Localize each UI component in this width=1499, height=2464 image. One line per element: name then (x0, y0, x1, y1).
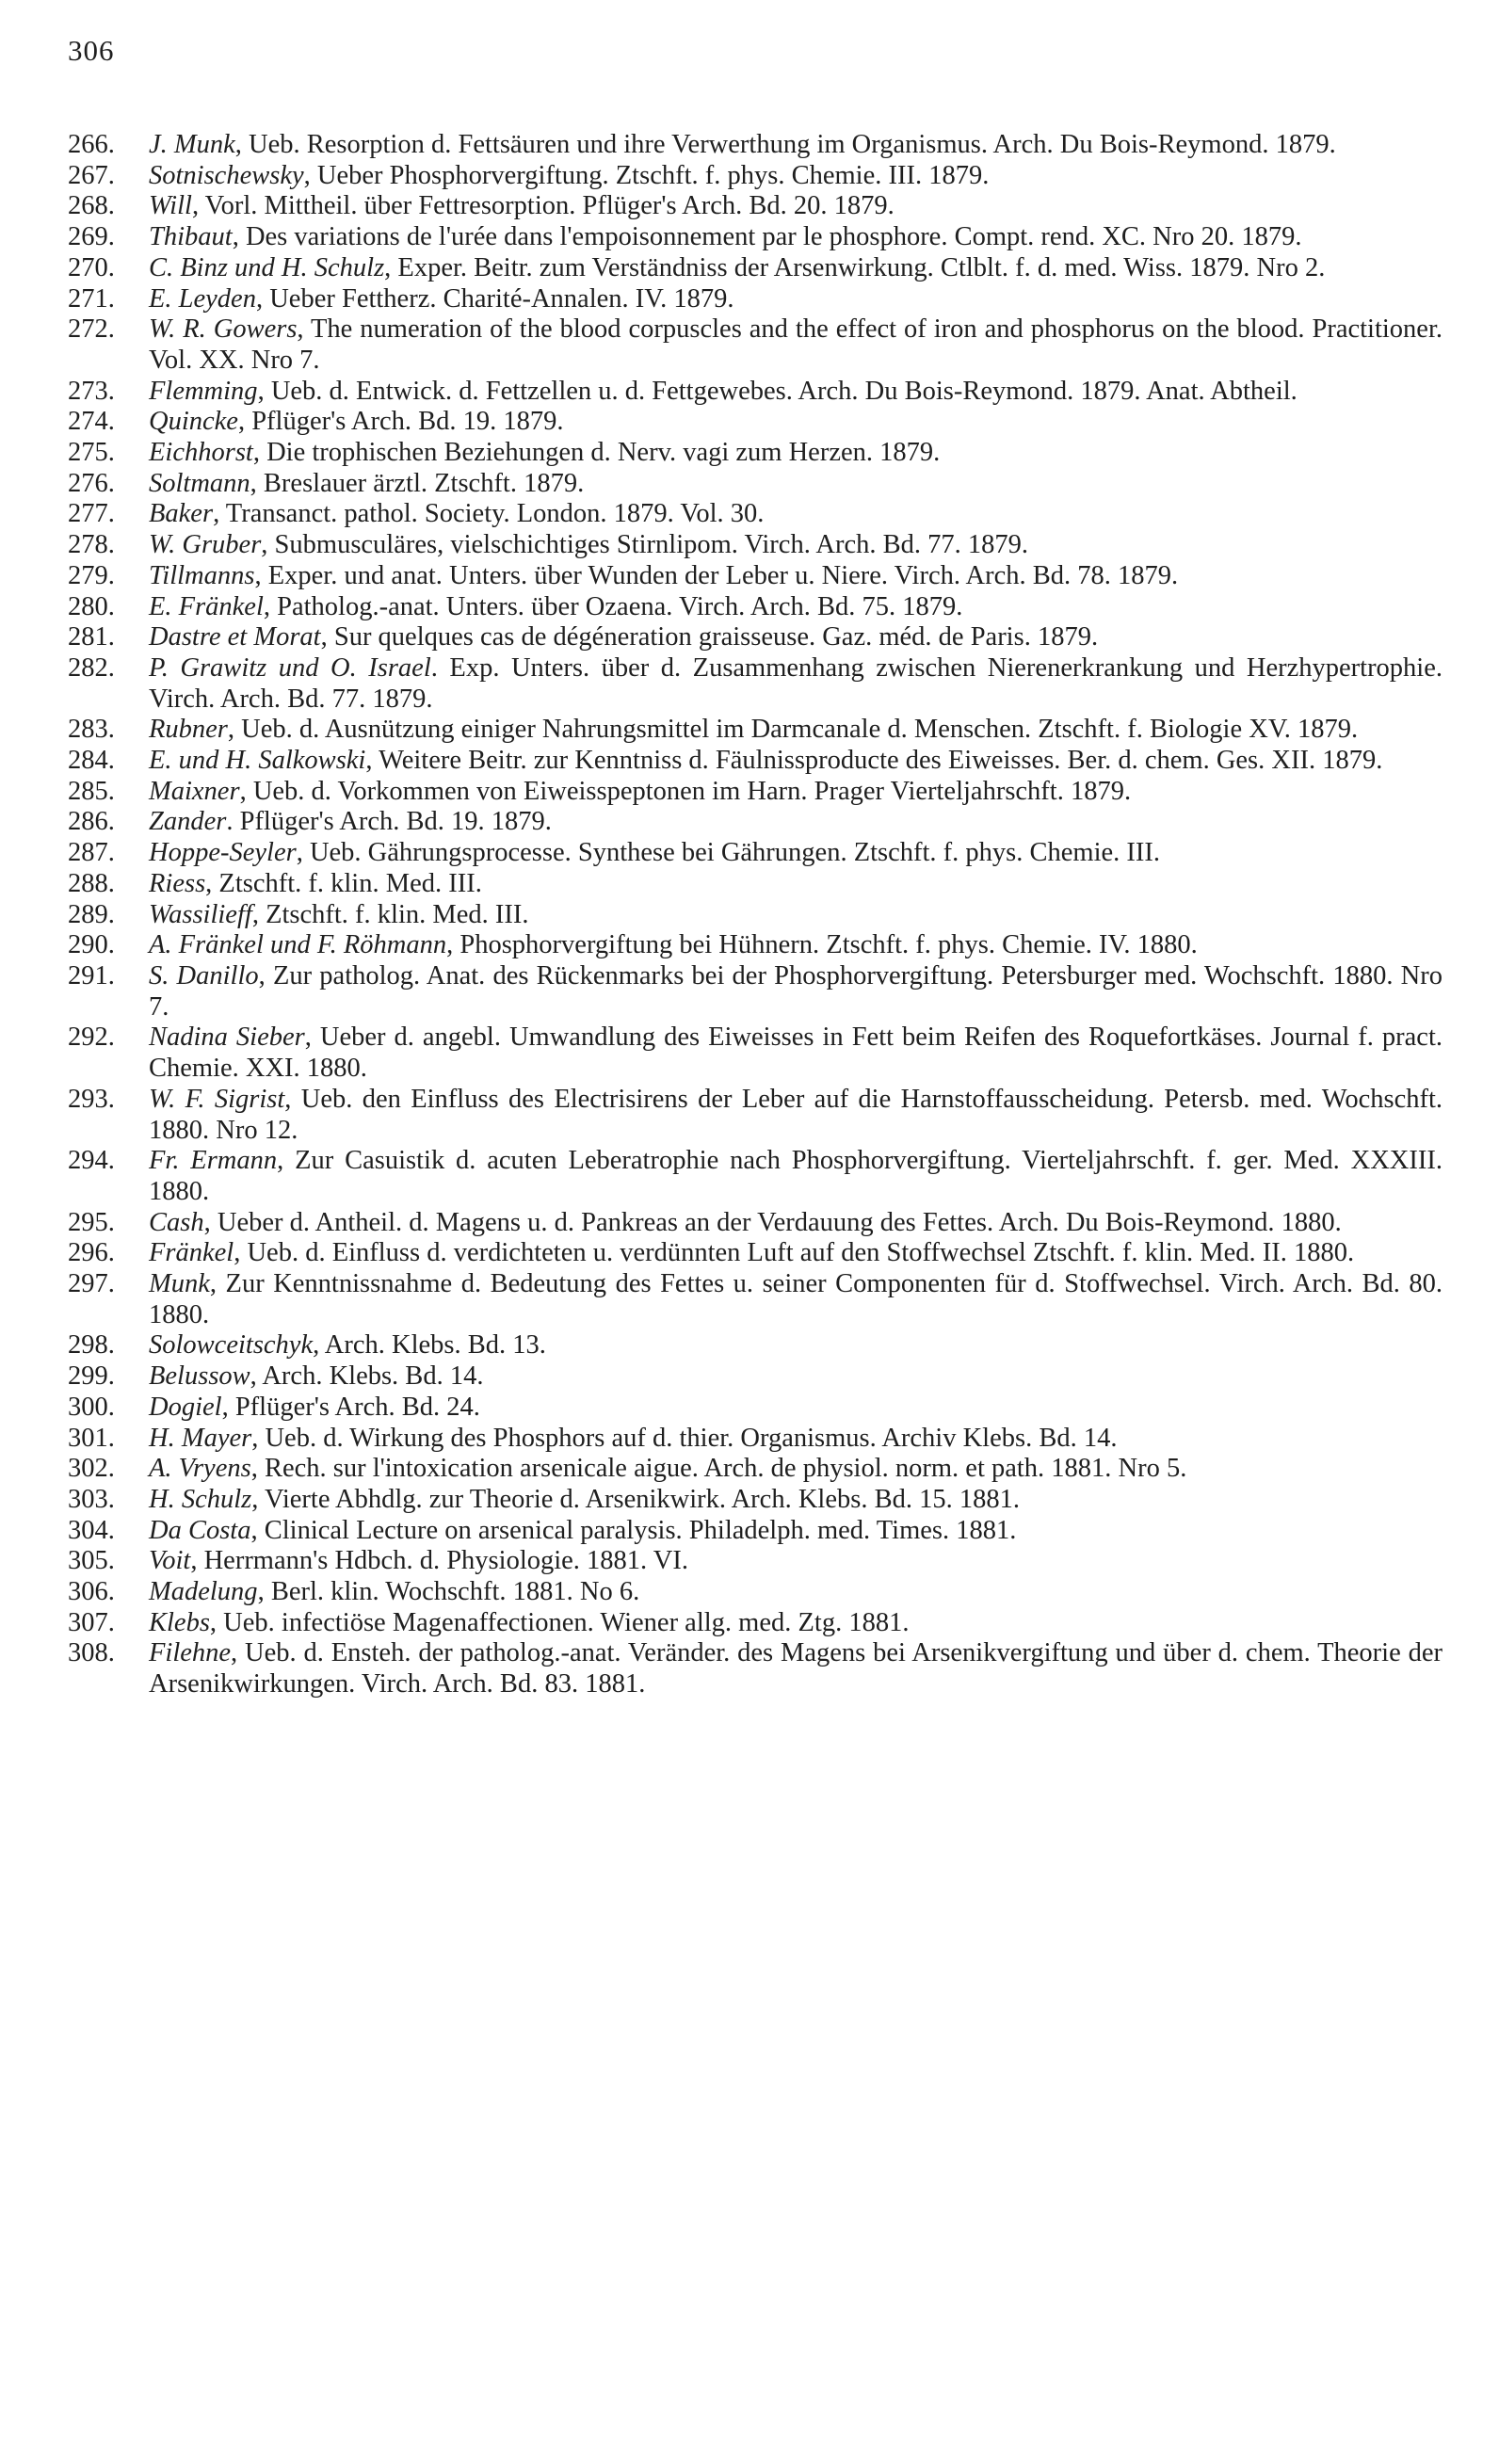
reference-number: 285. (68, 776, 115, 806)
reference-text (149, 592, 1443, 623)
reference-number: 268. (68, 191, 115, 221)
reference-citation: , Ueb. d. Ensteh. der patholog.-anat. Veränder. des Magens bei Arsenikvergiftung und über d. chem. Theorie der Arsenikwirkungen. Virch. Arch. Bd. 83. 1881. (149, 1638, 1443, 1699)
reference-author: Maixner (149, 776, 240, 806)
reference-entry (68, 622, 1443, 653)
reference-text (149, 930, 1443, 961)
reference-citation: , Ueber d. angebl. Umwandlung des Eiweisses in Fett beim Reifen des Roquefortkäses. Journal f. pract. Chemie. XXI. 1880. (149, 1023, 1443, 1084)
reference-number: 292. (68, 1023, 115, 1053)
reference-citation: , Rech. sur l'intoxication arsenicale aigue. Arch. de physiol. norm. et path. 1881. Nro 5. (250, 1454, 1187, 1484)
reference-entry (68, 1485, 1443, 1516)
reference-entry (68, 715, 1443, 746)
reference-text (149, 1393, 1443, 1424)
reference-text (149, 407, 1443, 438)
reference-citation: , Herrmann's Hdbch. d. Physiologie. 1881. VI. (190, 1546, 688, 1576)
reference-number: 286. (68, 807, 115, 837)
reference-entry (68, 930, 1443, 961)
reference-entry (68, 1361, 1443, 1393)
reference-citation: , Ueb. Gährungsprocesse. Synthese bei Gährungen. Ztschft. f. phys. Chemie. III. (296, 838, 1161, 868)
reference-author: Tillmanns (149, 560, 255, 590)
reference-citation: , Ueb. d. Entwick. d. Fettzellen u. d. Fettgewebes. Arch. Du Bois-Reymond. 1879. Anat. Abtheil. (257, 376, 1298, 406)
reference-number: 304. (68, 1515, 115, 1545)
reference-author: Thibaut (149, 222, 233, 252)
reference-entry (68, 438, 1443, 469)
reference-citation: , Transanct. pathol. Society. London. 1879. Vol. 30. (213, 499, 765, 529)
reference-number: 290. (68, 930, 115, 960)
reference-citation: , Ueber Fettherz. Charité-Annalen. IV. 1879. (255, 283, 734, 314)
reference-citation: , Ztschft. f. klin. Med. III. (251, 899, 529, 929)
reference-entry (68, 1608, 1443, 1639)
reference-citation: , Die trophischen Beziehungen d. Nerv. vagi zum Herzen. 1879. (252, 438, 941, 468)
reference-entry (68, 314, 1443, 376)
reference-entry (68, 377, 1443, 408)
reference-entry (68, 807, 1443, 838)
reference-author: P. Grawitz und O. Israel (149, 652, 431, 683)
reference-citation: , Ueber Phosphorvergiftung. Ztschft. f. phys. Chemie. III. 1879. (303, 160, 990, 190)
reference-author: W. R. Gowers (149, 314, 298, 345)
reference-author: E. Leyden (149, 283, 256, 314)
reference-author: H. Mayer (149, 1423, 252, 1453)
reference-author: Fr. Ermann (149, 1146, 278, 1176)
reference-text (149, 900, 1443, 931)
reference-author: Dogiel (149, 1392, 222, 1422)
reference-number: 284. (68, 746, 115, 776)
reference-text (149, 1638, 1443, 1699)
reference-text (149, 222, 1443, 253)
reference-number: 301. (68, 1423, 115, 1453)
reference-text (149, 1330, 1443, 1361)
reference-text (149, 1608, 1443, 1639)
reference-number: 287. (68, 838, 115, 868)
reference-citation: , Ueb. infectiöse Magenaffectionen. Wiener allg. med. Ztg. 1881. (209, 1607, 910, 1637)
reference-author: S. Danillo (149, 960, 259, 990)
reference-text (149, 1516, 1443, 1547)
reference-author: J. Munk (149, 130, 235, 159)
reference-number: 289. (68, 899, 115, 929)
reference-citation: , Submusculäres, vielschichtiges Stirnlipom. Virch. Arch. Bd. 77. 1879. (261, 530, 1028, 560)
reference-number: 277. (68, 499, 115, 529)
reference-entry (68, 1208, 1443, 1239)
reference-number: 308. (68, 1638, 115, 1668)
reference-citation: , Patholog.-anat. Unters. über Ozaena. Virch. Arch. Bd. 75. 1879. (263, 591, 963, 621)
reference-citation: , Ueb. Resorption d. Fettsäuren und ihre Verwerthung im Organismus. Arch. Du Bois-Reymond. 1879. (234, 130, 1336, 159)
reference-author: Quincke (149, 407, 238, 437)
reference-number: 302. (68, 1454, 115, 1484)
reference-text (149, 314, 1443, 376)
reference-citation: , Ueb. d. Ausnützung einiger Nahrungsmittel im Darmcanale d. Menschen. Ztschft. f. Biologie XV. 1879. (227, 715, 1359, 745)
reference-citation: , Arch. Klebs. Bd. 14. (250, 1361, 484, 1392)
reference-citation: , Zur patholog. Anat. des Rückenmarks bei der Phosphorvergiftung. Petersburger med. Wochschft. 1880. Nro 7. (149, 960, 1443, 1022)
reference-entry (68, 777, 1443, 808)
reference-number: 279. (68, 560, 115, 590)
reference-number: 293. (68, 1084, 115, 1114)
reference-entry (68, 1269, 1443, 1330)
reference-author: C. Binz und H. Schulz (149, 252, 385, 282)
page-number: 306 (68, 34, 115, 67)
reference-text (149, 777, 1443, 808)
reference-number: 306. (68, 1577, 115, 1607)
reference-entry (68, 1638, 1443, 1699)
reference-text (149, 1454, 1443, 1485)
reference-citation: , Ztschft. f. klin. Med. III. (205, 868, 482, 898)
reference-number: 274. (68, 407, 115, 437)
reference-number: 269. (68, 222, 115, 252)
reference-citation: , Clinical Lecture on arsenical paralysis. Philadelph. med. Times. 1881. (250, 1515, 1017, 1545)
reference-citation: , Pflüger's Arch. Bd. 24. (221, 1392, 480, 1422)
reference-text (149, 838, 1443, 869)
reference-number: 276. (68, 468, 115, 498)
reference-text (149, 438, 1443, 469)
reference-author: Soltmann (149, 468, 250, 498)
reference-author: Solowceitschyk (149, 1330, 314, 1361)
reference-text (149, 653, 1443, 715)
reference-text (149, 1485, 1443, 1516)
reference-author: W. F. Sigrist (149, 1084, 285, 1114)
reference-text (149, 530, 1443, 561)
reference-text (149, 161, 1443, 192)
reference-citation: , Arch. Klebs. Bd. 13. (313, 1330, 546, 1361)
reference-number: 299. (68, 1361, 115, 1392)
reference-entry (68, 653, 1443, 715)
reference-number: 272. (68, 314, 115, 345)
reference-number: 275. (68, 438, 115, 468)
reference-number: 282. (68, 652, 115, 683)
reference-citation: , Sur quelques cas de dégéneration graisseuse. Gaz. méd. de Paris. 1879. (320, 622, 1099, 652)
reference-number: 278. (68, 530, 115, 560)
reference-text (149, 1146, 1443, 1207)
reference-author: Sotnischewsky (149, 160, 304, 190)
reference-author: Flemming (149, 376, 258, 406)
reference-text (149, 1238, 1443, 1269)
reference-text (149, 961, 1443, 1023)
reference-number: 267. (68, 160, 115, 190)
reference-text (149, 499, 1443, 530)
reference-entry (68, 1330, 1443, 1361)
reference-entry (68, 161, 1443, 192)
reference-entry (68, 284, 1443, 315)
reference-number: 273. (68, 376, 115, 406)
reference-text (149, 130, 1443, 161)
reference-text (149, 1424, 1443, 1455)
reference-text (149, 807, 1443, 838)
reference-number: 280. (68, 591, 115, 621)
reference-text (149, 1546, 1443, 1577)
reference-text (149, 715, 1443, 746)
reference-text (149, 561, 1443, 592)
reference-entry (68, 499, 1443, 530)
reference-text (149, 1208, 1443, 1239)
reference-author: H. Schulz (149, 1484, 252, 1514)
reference-text (149, 253, 1443, 284)
reference-number: 271. (68, 283, 115, 314)
reference-entry (68, 407, 1443, 438)
reference-author: Hoppe-Seyler (149, 838, 297, 868)
reference-author: Voit (149, 1546, 191, 1576)
reference-author: Belussow (149, 1361, 250, 1392)
reference-number: 291. (68, 960, 115, 990)
reference-entry (68, 1085, 1443, 1146)
reference-text (149, 284, 1443, 315)
reference-author: A. Vryens (149, 1454, 251, 1484)
reference-number: 305. (68, 1546, 115, 1576)
reference-citation: . Exp. Unters. über d. Zusammenhang zwischen Nierenerkrankung und Herzhypertrophie. Virch. Arch. Bd. 77. 1879. (149, 652, 1443, 714)
reference-citation: , Pflüger's Arch. Bd. 19. 1879. (237, 407, 564, 437)
reference-citation: . Pflüger's Arch. Bd. 19. 1879. (226, 807, 552, 837)
reference-number: 307. (68, 1607, 115, 1637)
reference-citation: , Zur Casuistik d. acuten Leberatrophie nach Phosphorvergiftung. Vierteljahrschft. f. ger. Med. XXXIII. 1880. (149, 1146, 1443, 1206)
reference-entry (68, 130, 1443, 161)
reference-citation: , Zur Kenntnissnahme d. Bedeutung des Fettes u. seiner Componenten für d. Stoffwechsel. Virch. Arch. Bd. 80. 1880. (149, 1269, 1443, 1329)
reference-text (149, 869, 1443, 900)
reference-citation: , Ueb. d. Wirkung des Phosphors auf d. thier. Organismus. Archiv Klebs. Bd. 14. (251, 1423, 1118, 1453)
reference-author: A. Fränkel und F. Röhmann (149, 930, 447, 960)
reference-citation: , Weitere Beitr. zur Kenntniss d. Fäulnissproducte des Eiweisses. Ber. d. chem. Ges. XII. 1879. (365, 746, 1383, 776)
reference-author: Will (149, 191, 192, 221)
reference-citation: , The numeration of the blood corpuscles and the effect of iron and phosphorus on the blood. Practitioner. Vol. XX. Nro 7. (149, 314, 1443, 375)
reference-citation: , Phosphorvergiftung bei Hühnern. Ztschft. f. phys. Chemie. IV. 1880. (446, 930, 1198, 960)
reference-number: 298. (68, 1330, 115, 1361)
reference-text (149, 1361, 1443, 1393)
reference-entry (68, 1454, 1443, 1485)
reference-text (149, 377, 1443, 408)
reference-citation: , Ueb. d. Einfluss d. verdichteten u. verdünnten Luft auf den Stoffwechsel Ztschft. f. klin. Med. II. 1880. (234, 1238, 1355, 1268)
reference-citation: , Des variations de l'urée dans l'empoisonnement par le phosphore. Compt. rend. XC. Nro 20. 1879. (232, 222, 1302, 252)
reference-author: E. und H. Salkowski (149, 746, 366, 776)
reference-citation: , Vierte Abhdlg. zur Theorie d. Arsenikwirk. Arch. Klebs. Bd. 15. 1881. (251, 1484, 1020, 1514)
reference-author: Munk (149, 1269, 210, 1299)
reference-author: Baker (149, 499, 214, 529)
reference-entry (68, 746, 1443, 777)
reference-citation: , Ueber d. Antheil. d. Magens u. d. Pankreas an der Verdauung des Fettes. Arch. Du Bois-Reymond. 1880. (203, 1207, 1342, 1237)
reference-number: 281. (68, 622, 115, 652)
reference-number: 296. (68, 1238, 115, 1268)
reference-text (149, 191, 1443, 222)
reference-text (149, 1023, 1443, 1084)
reference-entry (68, 253, 1443, 284)
reference-entry (68, 961, 1443, 1023)
reference-number: 270. (68, 252, 115, 282)
reference-entry (68, 1146, 1443, 1207)
reference-author: E. Fränkel (149, 591, 264, 621)
reference-author: Madelung (149, 1577, 258, 1607)
reference-text (149, 622, 1443, 653)
reference-number: 266. (68, 130, 115, 159)
reference-citation: , Exper. und anat. Unters. über Wunden der Leber u. Niere. Virch. Arch. Bd. 78. 1879. (254, 560, 1179, 590)
reference-entry (68, 530, 1443, 561)
reference-entry (68, 191, 1443, 222)
reference-author: Cash (149, 1207, 204, 1237)
reference-text (149, 1085, 1443, 1146)
reference-text (149, 469, 1443, 500)
reference-number: 303. (68, 1484, 115, 1514)
reference-entry (68, 222, 1443, 253)
reference-entry (68, 1238, 1443, 1269)
reference-citation: , Ueb. d. Vorkommen von Eiweisspeptonen im Harn. Prager Vierteljahrschft. 1879. (239, 776, 1132, 806)
reference-entry (68, 1424, 1443, 1455)
reference-text (149, 1577, 1443, 1608)
reference-entry (68, 1516, 1443, 1547)
reference-number: 294. (68, 1146, 115, 1176)
reference-number: 300. (68, 1392, 115, 1422)
reference-author: Eichhorst (149, 438, 253, 468)
reference-author: Rubner (149, 715, 228, 745)
reference-entry (68, 838, 1443, 869)
reference-author: Zander (149, 807, 227, 837)
reference-entry (68, 561, 1443, 592)
reference-entry (68, 469, 1443, 500)
reference-citation: , Berl. klin. Wochschft. 1881. No 6. (257, 1577, 640, 1607)
reference-number: 297. (68, 1269, 115, 1299)
reference-citation: , Vorl. Mittheil. über Fettresorption. Pflüger's Arch. Bd. 20. 1879. (191, 191, 895, 221)
reference-number: 288. (68, 868, 115, 898)
reference-author: Da Costa (149, 1515, 251, 1545)
reference-author: Klebs (149, 1607, 210, 1637)
reference-author: Filehne (149, 1638, 232, 1668)
reference-author: W. Gruber (149, 530, 262, 560)
reference-entry (68, 592, 1443, 623)
reference-entry (68, 1023, 1443, 1084)
reference-entry (68, 869, 1443, 900)
reference-entry (68, 1577, 1443, 1608)
reference-citation: , Breslauer ärztl. Ztschft. 1879. (250, 468, 585, 498)
reference-author: Riess (149, 868, 206, 898)
reference-author: Wassilieff (149, 899, 252, 929)
reference-entry (68, 1393, 1443, 1424)
reference-text (149, 1269, 1443, 1330)
reference-number: 295. (68, 1207, 115, 1237)
reference-author: Dastre et Morat (149, 622, 321, 652)
reference-entry (68, 1546, 1443, 1577)
reference-citation: , Exper. Beitr. zum Verständniss der Arsenwirkung. Ctlblt. f. d. med. Wiss. 1879. Nro 2. (384, 252, 1326, 282)
reference-list (68, 130, 1443, 1700)
reference-text (149, 746, 1443, 777)
reference-number: 283. (68, 715, 115, 745)
reference-citation: , Ueb. den Einfluss des Electrisirens der Leber auf die Harnstoffausscheidung. Petersb. med. Wochschft. 1880. Nro 12. (149, 1084, 1443, 1145)
reference-author: Fränkel (149, 1238, 234, 1268)
reference-author: Nadina Sieber (149, 1023, 305, 1053)
reference-entry (68, 900, 1443, 931)
